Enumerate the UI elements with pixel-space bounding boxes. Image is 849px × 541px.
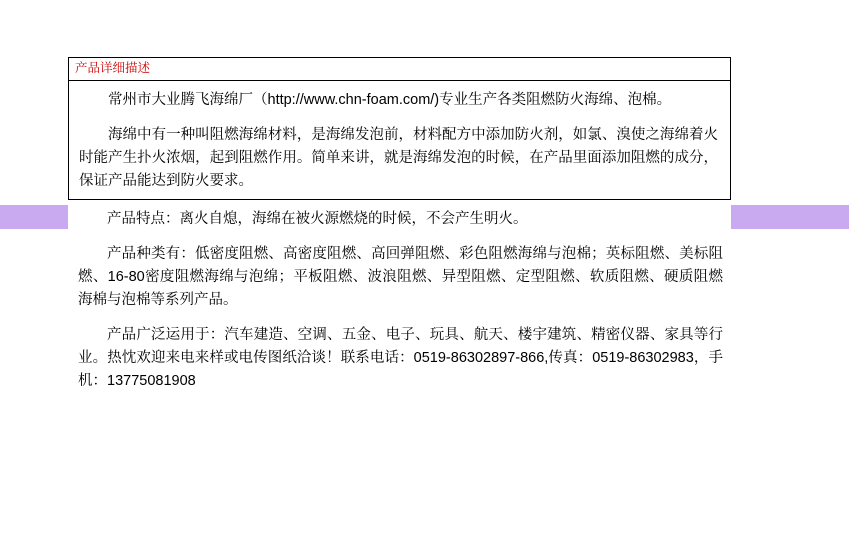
panel-title: 产品详细描述: [75, 61, 151, 75]
overflow-paragraphs: [78, 208, 723, 405]
paragraph-company-intro: 常州市大业腾飞海绵厂（http://www.chn-foam.com/)专业生产各类阻燃防火海绵、泡棉。: [108, 92, 672, 108]
decorative-bar-left: [0, 205, 68, 229]
panel-body: [69, 81, 730, 199]
product-description-panel: [68, 57, 731, 200]
paragraph-material-explanation: 海绵中有一种叫阻燃海绵材料，是海绵发泡前，材料配方中添加防火剂，如氯、溴使之海绵着火时能产生扑火浓烟，起到阻燃作用。简单来讲，就是海绵发泡的时候，在产品里面添加阻燃的成分，保证产品能达到防火要求。: [79, 127, 718, 189]
decorative-bar-right: [731, 205, 849, 229]
panel-header: [69, 58, 730, 81]
paragraph-product-features: 产品特点：离火自熄，海绵在被火源燃烧的时候，不会产生明火。: [107, 211, 528, 227]
paragraph-applications-contact: 产品广泛运用于：汽车建造、空调、五金、电子、玩具、航天、楼宇建筑、精密仪器、家具等行业。热忱欢迎来电来样或电传图纸洽谈！联系电话：0519-86302897-866,传真：0519-86302983，手机：13775081908: [78, 327, 723, 389]
paragraph-product-types: 产品种类有：低密度阻燃、高密度阻燃、高回弹阻燃、彩色阻燃海绵与泡棉；英标阻燃、美标阻燃、16-80密度阻燃海绵与泡绵；平板阻燃、波浪阻燃、异型阻燃、定型阻燃、软质阻燃、硬质阻燃海棉与泡棉等系列产品。: [78, 246, 723, 308]
